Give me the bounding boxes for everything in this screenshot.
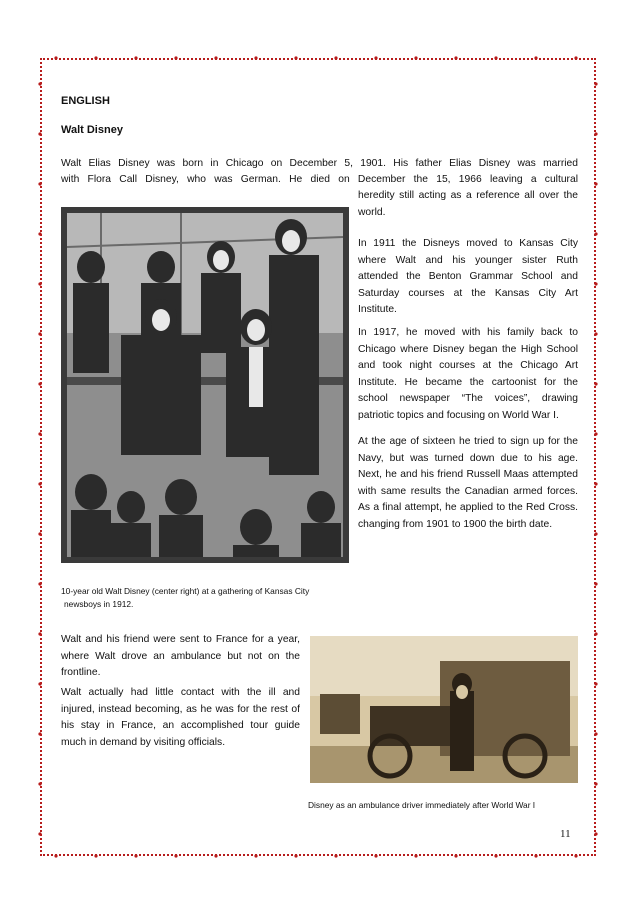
france-paragraph: Walt and his friend were sent to France for a year, where Walt drove an ambulance but not on the frontline. xyxy=(61,634,300,678)
ambulance-photo-art xyxy=(310,636,578,783)
page-title: Walt Disney xyxy=(61,124,123,136)
ambulance-photo xyxy=(310,636,578,783)
intro-line-1: Walt Elias Disney was born in Chicago on December 5, 1901. His father Elias Disney was married xyxy=(61,158,578,169)
tour-guide-paragraph: Walt actually had little contact with the ill and injured, instead becoming, as he was for the rest of his stay in France, an accomplished tour guide much in demand by visiting officials. xyxy=(61,687,300,748)
newsboys-caption-line-2: newsboys in 1912. xyxy=(64,598,134,609)
kansas-city-paragraph: In 1911 the Disneys moved to Kansas City where Walt and his younger sister Ruth attended the Benton Grammar School and Saturday courses at the Kansas City Art Institute. xyxy=(358,238,578,315)
chicago-paragraph: In 1917, he moved with his family back to Chicago where Disney began the High School and took night courses at the Chicago Art Institute. He became the cartoonist for the school newspaper “The voices”, drawing patriotic topics and focusing on World War I. xyxy=(358,327,578,421)
section-label: ENGLISH xyxy=(61,95,110,107)
page-number: 11 xyxy=(560,828,571,840)
newsboys-caption-line-1: 10-year old Walt Disney (center right) at a gathering of Kansas City xyxy=(61,586,310,596)
newsboys-photo xyxy=(61,207,349,563)
age-sixteen-paragraph: At the age of sixteen he tried to sign up for the Navy, but was turned down due to his age. Next, he and his friend Russell Maas attempted with same results the Canadian armed forces. As a final attempt, he applied to the Red Cross. changing from 1901 to 1900 the birth date. xyxy=(358,436,578,530)
ambulance-caption: Disney as an ambulance driver immediately after World War I xyxy=(308,800,536,810)
newsboys-photo-art xyxy=(61,207,349,563)
newsboys-caption xyxy=(61,585,361,610)
intro-continuation: heredity still acting as a reference all over the world. xyxy=(358,190,578,218)
intro-line-2: with Flora Call Disney, who was German. He died on December the 15, 1966 leaving a cultural xyxy=(61,174,578,185)
